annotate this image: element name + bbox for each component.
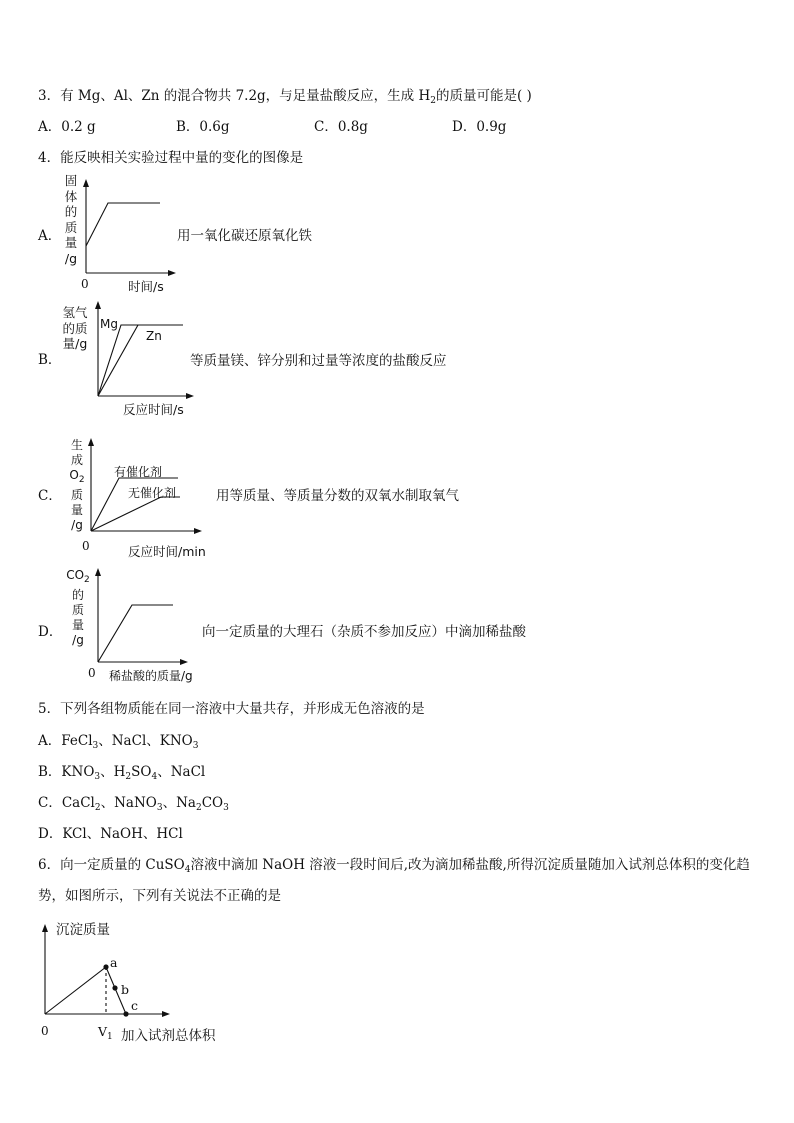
q4-c-nocat-label: 无催化剂 bbox=[128, 486, 177, 500]
q4-d-origin: 0 bbox=[88, 666, 96, 680]
q5-option-b: B．$KNO_3$、$H_2SO_4$、NaCl bbox=[38, 764, 206, 782]
q4-b-y-label: 氢气 的质 量/g bbox=[62, 305, 88, 351]
q4-c-caption: 用等质量、等质量分数的双氧水制取氧气 bbox=[216, 488, 459, 504]
q6-stem-line2: 势，如图所示，下列有关说法不正确的是 bbox=[38, 888, 281, 904]
q4-b-mg-label: Mg bbox=[100, 317, 118, 331]
q6-y-arrow bbox=[42, 924, 48, 932]
q5-option-a: A．FeCl$_3$、NaCl、$KNO_3$ bbox=[38, 733, 199, 751]
q6-v1-label: $V_1$ bbox=[98, 1024, 113, 1042]
q3-stem: 3．有 Mg、Al、Zn 的混合物共 7.2g，与足量盐酸反应，生成 $H_2$的质量可能是( ) bbox=[38, 88, 532, 106]
q4-b-zn-label: Zn bbox=[146, 329, 162, 343]
q6-label-c: c bbox=[131, 998, 139, 1013]
q4-c-x-label: 反应时间/min bbox=[128, 544, 206, 559]
q4-d-x-label: 稀盐酸的质量/g bbox=[109, 669, 193, 683]
q4-b-caption: 等质量镁、锌分别和过量等浓度的盐酸反应 bbox=[190, 353, 447, 369]
q4-stem: 4．能反映相关实验过程中量的变化的图像是 bbox=[38, 150, 304, 166]
q6-y-label: 沉淀质量 bbox=[56, 922, 110, 938]
q5-option-d: D．KCl、NaOH、HCl bbox=[38, 826, 183, 842]
q6-point-c bbox=[123, 1011, 128, 1016]
q4-a-caption: 用一氧化碳还原氧化铁 bbox=[177, 228, 312, 244]
q4-c-letter: C． bbox=[38, 488, 62, 504]
q6-label-b: b bbox=[121, 982, 130, 997]
q6-label-a: a bbox=[110, 955, 118, 970]
q3-option-c: C．0.8g bbox=[314, 119, 368, 135]
q3-option-d: D．0.9g bbox=[452, 119, 507, 135]
q4-a-x-label: 时间/s bbox=[128, 279, 164, 294]
q5-stem: 5．下列各组物质能在同一溶液中大量共存，并形成无色溶液的是 bbox=[38, 701, 425, 717]
q4-c-origin: 0 bbox=[82, 539, 90, 553]
q4-b-letter: B． bbox=[38, 352, 62, 368]
q5-option-c: C．CaCl$_2$、NaNO$_3$、$Na_2CO_3$ bbox=[38, 795, 229, 813]
q4-d-y-label: $CO_2$ 的 质 量 /g bbox=[66, 568, 90, 647]
q6-point-a bbox=[103, 964, 108, 969]
q3-option-a: A．0.2 g bbox=[38, 119, 96, 135]
q4-c-cat-label: 有催化剂 bbox=[114, 465, 163, 479]
q6-point-b bbox=[112, 985, 117, 990]
q4-b-x-label: 反应时间/s bbox=[123, 402, 184, 417]
q4-d-letter: D． bbox=[38, 624, 63, 640]
q3-option-b: B．0.6g bbox=[176, 119, 230, 135]
q6-curve bbox=[45, 967, 126, 1014]
q4-c-y-label: 生 成 $O_2$ 质 量 /g bbox=[69, 438, 85, 532]
q4-a-origin: 0 bbox=[81, 277, 89, 291]
q6-x-label: 加入试剂总体积 bbox=[121, 1028, 216, 1044]
q6-stem: 6．向一定质量的 CuSO$_4$溶液中滴加 NaOH 溶液一段时间后,改为滴加稀盐酸,所得沉淀质量随加入试剂总体积的变化趋 bbox=[38, 857, 750, 875]
q4-a-y-label: 固 体 的 质 量 /g bbox=[64, 173, 78, 266]
q4-d-caption: 向一定质量的大理石（杂质不参加反应）中滴加稀盐酸 bbox=[202, 624, 526, 640]
q6-x-arrow bbox=[162, 1011, 170, 1017]
q4-a-letter: A． bbox=[38, 228, 62, 244]
q6-origin: 0 bbox=[41, 1024, 49, 1038]
